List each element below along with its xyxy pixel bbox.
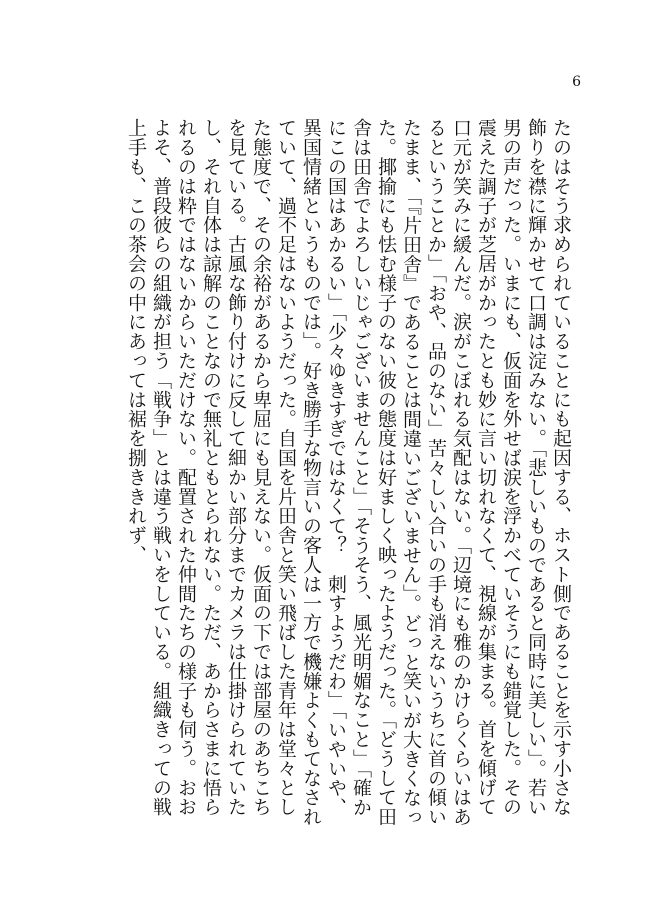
body-paragraph: たのはそう求められていることにも起因する、ホスト側であることを示す小さな飾りを襟に輝かせて口調は淀みない。「悲しいものであると同時に美しい」。若い男の声だった。いまにも、仮面を外せば涙を浮かべていそうにも錯覚した。その震えた調子が芝居がかったとも妙に言い切れなくて、視線が集まる。首を傾げて口元が笑みに緩んだ。涙がこぼれる気配はない。「辺境にも雅のかけらくらいはあるということか」「おや、品のない」苦々しい合いの手も消えないうちに首の傾いたまま、「『片田舎』であることは間違いございません」。どっと笑いが大きくなった。揶揄にも怯む様子のない彼の態度は好ましく映ったようだった。「どうして田舎は田舎でよろしいじゃございませんこと」「そうそう、風光明媚なこと」「確かにこの国はあかるい」「少々ゆきすぎではなくて？ 刺すようだわ」「いやいや、異国情緒というものでは」。好き勝手な物言いの客人は一方で機嫌よくもてなされていて、過不足はないようだった。自国を片田舎と笑い飛ばした青年は堂々とした態度で、その余裕があるから卑屈にも見えない。仮面の下では部屋のあちこちを見ている。古風な飾り付けに反して細かい部分までカメラは仕掛けられていたし、それ自体は諒解のことなので無礼ともとられない。ただ、あからさまに悟られるのは粋ではないからいただけない。配置された仲間たちの様子も伺う。おおよそ、普段彼らの組織が担う「戦争」とは違う戦いをしている。組織きっての戦上手も、この茶会の中にあっては裾を捌ききれず、	[125, 118, 572, 827]
page-number: 6	[572, 74, 581, 90]
body-text-block	[63, 118, 573, 834]
